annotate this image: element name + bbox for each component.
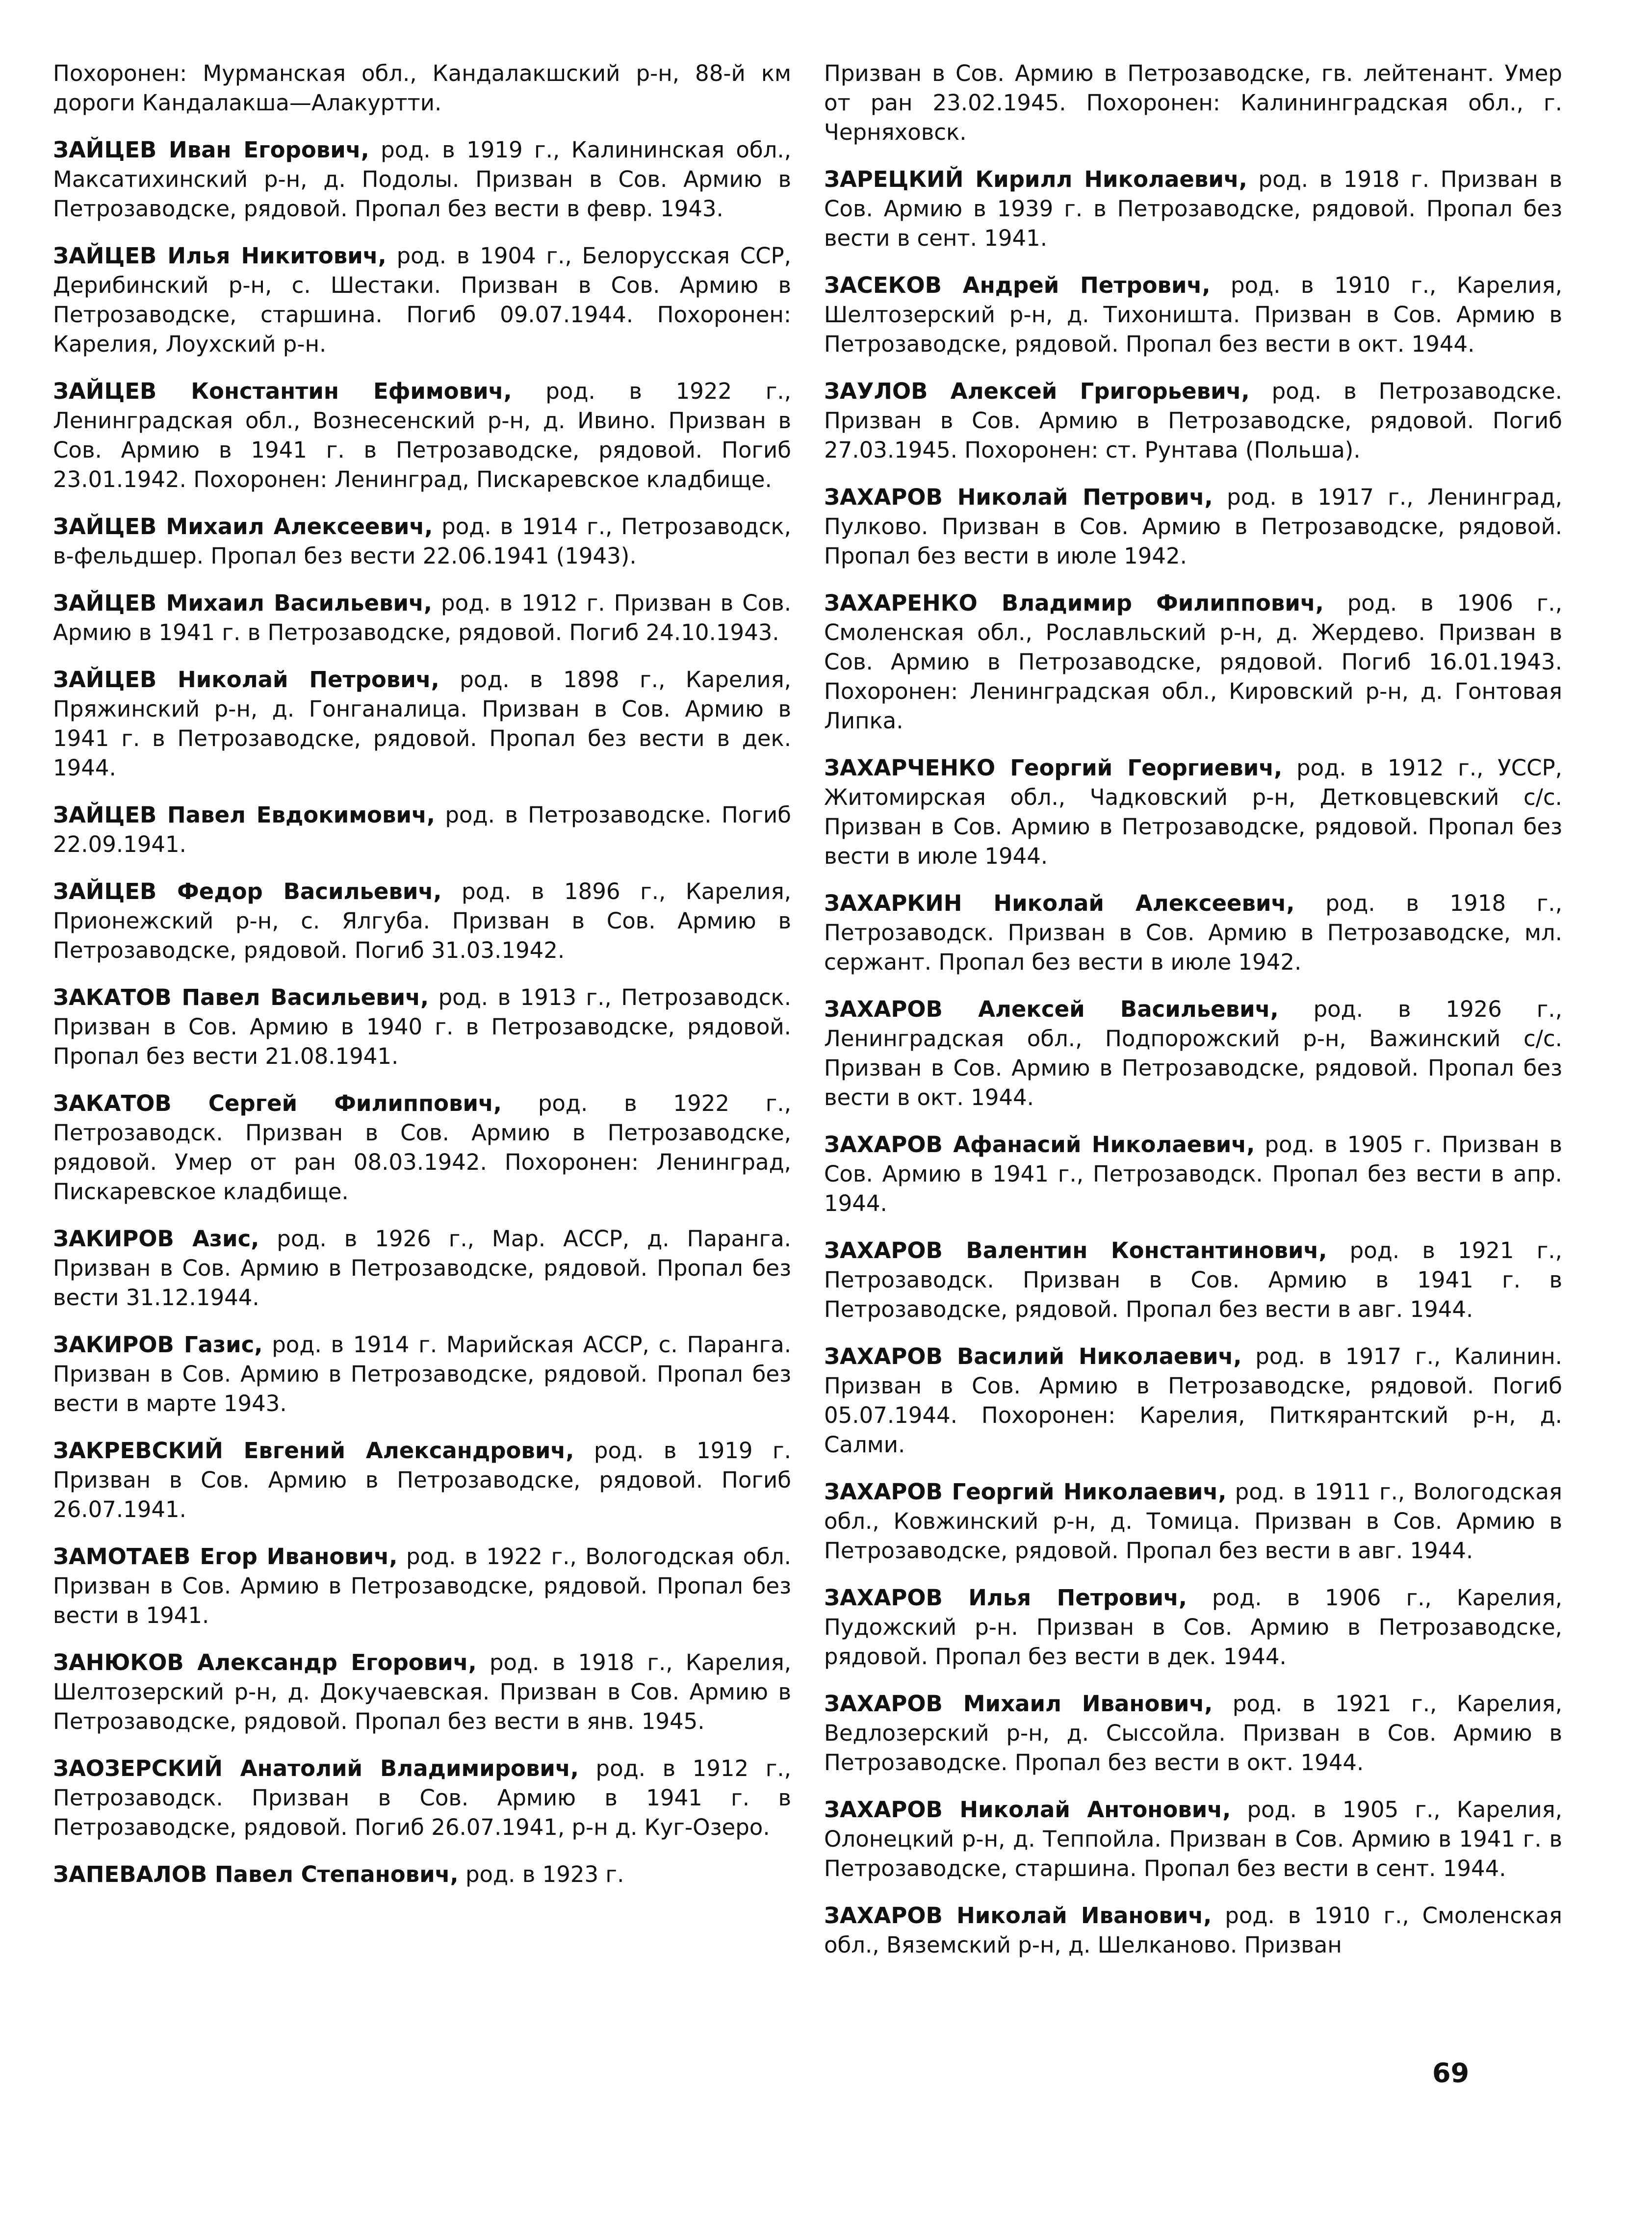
entry-text: род. в 1921 г., Петрозаводск. Призван в Сов. Армию в 1941 г. в Петрозаводске, рядовой. Пропал без вести в авг. 1944. [824, 1237, 1562, 1322]
entry-text: род. в 1912 г., Петрозаводск. Призван в Сов. Армию в 1941 г. в Петрозаводске, рядовой. Погиб 26.07.1941, р-н д. Куг-Озеро. [53, 1755, 791, 1840]
entry-name: ЗАРЕЦКИЙ Кирилл Николаевич, [824, 166, 1247, 192]
entry-paragraph [824, 1583, 1562, 1672]
entry-text: род. в 1919 г. Призван в Сов. Армию в Петрозаводске, рядовой. Погиб 26.07.1941. [53, 1438, 791, 1522]
entry-paragraph [824, 753, 1562, 871]
entry-text: род. в 1922 г., Вологодская обл. Призван в Сов. Армию в Петрозаводске, рядовой. Пропал без вести в 1941. [53, 1544, 791, 1628]
entry-name: ЗАХАРОВ Михаил Иванович, [824, 1691, 1213, 1717]
entry-text: род. в 1910 г., Карелия, Шелтозерский р-н, д. Тихоништа. Призван в Сов. Армию в Петрозаводске, рядовой. Пропал без вести в окт. 1944. [824, 272, 1563, 357]
entry-name: ЗАПЕВАЛОВ Павел Степанович, [53, 1861, 459, 1887]
entry-name: ЗАКРЕВСКИЙ Евгений Александрович, [53, 1438, 574, 1464]
entry-paragraph [53, 1330, 791, 1418]
entry-name: ЗАХАРКИН Николай Алексеевич, [824, 890, 1295, 916]
entry-paragraph [53, 512, 791, 571]
entry-name: ЗАХАРОВ Алексей Васильевич, [824, 996, 1279, 1022]
entry-name: ЗАХАРОВ Николай Петрович, [824, 484, 1213, 510]
entry-paragraph [824, 889, 1562, 977]
entry-name: ЗАКИРОВ Газис, [53, 1332, 263, 1358]
entry-name: ЗАМОТАЕВ Егор Иванович, [53, 1544, 398, 1570]
entry-paragraph [824, 1795, 1562, 1883]
entry-text: род. в 1922 г., Ленинградская обл., Вознесенский р-н, д. Ивино. Призван в Сов. Армию в 1941 г. в Петрозаводске, рядовой. Погиб 23.01.1942. Похоронен: Ленинград, Пискаревское кладбище. [53, 378, 791, 492]
entry-name: ЗАЙЦЕВ Михаил Алексеевич, [53, 514, 433, 540]
entry-name: ЗАЙЦЕВ Константин Ефимович, [53, 378, 512, 404]
entry-text: род. в 1905 г. Призван в Сов. Армию в 1941 г., Петрозаводск. Пропал без вести в апр. 1944. [824, 1132, 1562, 1216]
entry-name: ЗАЙЦЕВ Федор Васильевич, [53, 878, 442, 904]
entry-paragraph [53, 135, 791, 224]
entry-name: ЗАХАРОВ Николай Иванович, [824, 1903, 1212, 1929]
entry-name: ЗАЙЦЕВ Иван Егорович, [53, 137, 369, 163]
entry-paragraph [53, 1860, 791, 1889]
entry-text: род. в Петрозаводске. Погиб 22.09.1941. [53, 802, 791, 857]
entry-text: род. в 1906 г., Смоленская обл., Рославльский р-н, д. Жердево. Призван в Сов. Армию в Петрозаводске, рядовой. Погиб 16.01.1943. Похоронен: Ленинградская обл., Кировский р-н, д. Гонтовая Липка. [824, 590, 1562, 734]
entry-text: род. в 1912 г. Призван в Сов. Армию в 1941 г. в Петрозаводске, рядовой. Погиб 24.10.1943. [53, 590, 791, 645]
entry-name: ЗАХАРОВ Василий Николаевич, [824, 1343, 1242, 1369]
entry-paragraph [53, 665, 791, 783]
entry-paragraph [53, 877, 791, 965]
entry-paragraph [824, 377, 1562, 465]
entry-text: род. в 1906 г., Карелия, Пудожский р-н. Призван в Сов. Армию в Петрозаводске, рядовой. Пропал без вести в дек. 1944. [824, 1585, 1563, 1670]
entry-text: род. в 1918 г. Призван в Сов. Армию в 1939 г. в Петрозаводске, рядовой. Пропал без вести в сент. 1941. [824, 166, 1562, 251]
entry-text: род. в 1919 г., Калининская обл., Максатихинский р-н, д. Подолы. Призван в Сов. Армию в Петрозаводске, рядовой. Пропал без вести в февр. 1943. [53, 137, 791, 222]
entry-paragraph [824, 1901, 1562, 1960]
entry-paragraph [824, 271, 1562, 359]
entry-name: ЗАХАРОВ Георгий Николаевич, [824, 1479, 1227, 1505]
entry-paragraph [824, 1689, 1562, 1777]
entry-paragraph [53, 1089, 791, 1207]
entry-text: род. в 1914 г. Марийская АССР, с. Паранга. Призван в Сов. Армию в Петрозаводске, рядовой. Пропал без вести в марте 1943. [53, 1332, 791, 1416]
entry-paragraph [53, 800, 791, 859]
entry-text: Призван в Сов. Армию в Петрозаводске, гв. лейтенант. Умер от ран 23.02.1945. Похоронен: Калининградская обл., г. Черняховск. [824, 60, 1562, 145]
entry-text: род. в 1926 г., Ленинградская обл., Подпорожский р-н, Важинский с/с. Призван в Сов. Армию в Петрозаводске, рядовой. Пропал без вести в окт. 1944. [824, 996, 1562, 1110]
entry-name: ЗАКИРОВ Азис, [53, 1226, 259, 1252]
entry-paragraph [53, 589, 791, 647]
entry-paragraph [824, 1130, 1562, 1218]
entry-name: ЗАЙЦЕВ Михаил Васильевич, [53, 590, 432, 616]
entry-name: ЗАКАТОВ Павел Васильевич, [53, 984, 429, 1010]
entry-paragraph [824, 1477, 1562, 1566]
entry-text: род. в 1913 г., Петрозаводск. Призван в Сов. Армию в 1940 г. в Петрозаводске, рядовой. Пропал без вести 21.08.1941. [53, 984, 791, 1069]
entry-name: ЗАКАТОВ Сергей Филиппович, [53, 1090, 502, 1116]
page-number: 69 [1432, 2058, 1470, 2088]
entry-text: род. в 1904 г., Белорусская ССР, Дерибинский р-н, с. Шестаки. Призван в Сов. Армию в Петрозаводске, старшина. Погиб 09.07.1944. Похоронен: Карелия, Лоухский р-н. [53, 243, 791, 357]
entry-name: ЗАЙЦЕВ Николай Петрович, [53, 667, 439, 693]
entry-text: род. в 1918 г., Карелия, Шелтозерский р-н, д. Докучаевская. Призван в Сов. Армию в Петрозаводске, рядовой. Пропал без вести в янв. 1945. [53, 1649, 791, 1734]
entry-paragraph [824, 165, 1562, 253]
entry-name: ЗАХАРОВ Илья Петрович, [824, 1585, 1187, 1611]
entry-paragraph [824, 483, 1562, 571]
entry-text: род. в 1917 г., Ленинград, Пулково. Призван в Сов. Армию в Петрозаводске, рядовой. Пропал без вести в июле 1942. [824, 484, 1563, 569]
entry-name: ЗАХАРОВ Николай Антонович, [824, 1797, 1231, 1823]
entry-paragraph [53, 59, 791, 118]
entry-text: род. в 1910 г., Смоленская обл., Вяземский р-н, д. Шелканово. Призван [824, 1903, 1563, 1958]
entry-paragraph [824, 59, 1562, 147]
entry-paragraph [53, 1648, 791, 1736]
left-column [53, 59, 791, 1889]
entry-name: ЗАЙЦЕВ Илья Никитович, [53, 243, 387, 269]
entry-text: род. в 1917 г., Калинин. Призван в Сов. Армию в Петрозаводске, рядовой. Погиб 05.07.1944. Похоронен: Карелия, Питкярантский р-н, д. Салми. [824, 1343, 1562, 1458]
entry-name: ЗАУЛОВ Алексей Григорьевич, [824, 378, 1250, 404]
entry-paragraph [53, 983, 791, 1071]
entry-paragraph [53, 1542, 791, 1630]
entry-text: род. в 1922 г., Петрозаводск. Призван в Сов. Армию в Петрозаводске, рядовой. Умер от ран 08.03.1942. Похоронен: Ленинград, Пискаревское кладбище. [53, 1090, 791, 1205]
entry-text: род. в 1898 г., Карелия, Пряжинский р-н, д. Гонганалица. Призван в Сов. Армию в 1941 г. в Петрозаводске, рядовой. Пропал без вести в дек. 1944. [53, 667, 791, 781]
entry-paragraph [53, 1436, 791, 1524]
entry-text: род. в 1912 г., УССР, Житомирская обл., Чадковский р-н, Детковцевский с/с. Призван в Сов. Армию в Петрозаводске, рядовой. Пропал без вести в июле 1944. [824, 755, 1562, 869]
entry-paragraph [824, 589, 1562, 736]
entry-name: ЗАХАРОВ Валентин Константинович, [824, 1237, 1327, 1263]
entry-name: ЗАНЮКОВ Александр Егорович, [53, 1649, 477, 1675]
entry-text: род. в Петрозаводске. Призван в Сов. Армию в Петрозаводске, рядовой. Погиб 27.03.1945. Похоронен: ст. Рунтава (Польша). [824, 378, 1562, 463]
entry-paragraph [824, 995, 1562, 1112]
entry-name: ЗАХАРОВ Афанасий Николаевич, [824, 1132, 1255, 1158]
entry-paragraph [824, 1342, 1562, 1460]
entry-name: ЗАСЕКОВ Андрей Петрович, [824, 272, 1211, 298]
entry-text: род. в 1926 г., Мар. АССР, д. Паранга. Призван в Сов. Армию в Петрозаводске, рядовой. Пропал без вести 31.12.1944. [53, 1226, 791, 1311]
entry-text: род. в 1905 г., Карелия, Олонецкий р-н, д. Теппойла. Призван в Сов. Армию в 1941 г. в Петрозаводске, старшина. Пропал без вести в сент. 1944. [824, 1797, 1562, 1881]
entry-text: род. в 1911 г., Вологодская обл., Ковжинский р-н, д. Томица. Призван в Сов. Армию в Петрозаводске, рядовой. Пропал без вести в авг. 1944. [824, 1479, 1562, 1564]
entry-paragraph [53, 1754, 791, 1842]
entry-text: род. в 1914 г., Петрозаводск, в-фельдшер. Пропал без вести 22.06.1941 (1943). [53, 514, 791, 569]
entry-name: ЗАОЗЕРСКИЙ Анатолий Владимирович, [53, 1755, 579, 1781]
entry-paragraph [824, 1236, 1562, 1324]
entry-paragraph [53, 1224, 791, 1312]
entry-name: ЗАЙЦЕВ Павел Евдокимович, [53, 802, 435, 828]
entry-name: ЗАХАРЕНКО Владимир Филиппович, [824, 590, 1324, 616]
entry-text: Похоронен: Мурманская обл., Кандалакшский р-н, 88-й км дороги Кандалакша—Алакуртти. [53, 60, 791, 116]
entry-text: род. в 1921 г., Карелия, Ведлозерский р-н, д. Сыссойла. Призван в Сов. Армию в Петрозаводске. Пропал без вести в окт. 1944. [824, 1691, 1563, 1776]
entry-name: ЗАХАРЧЕНКО Георгий Георгиевич, [824, 755, 1283, 781]
entry-paragraph [53, 377, 791, 494]
entry-text: род. в 1896 г., Карелия, Прионежский р-н, с. Ялгуба. Призван в Сов. Армию в Петрозаводске, рядовой. Погиб 31.03.1942. [53, 878, 792, 963]
right-column [824, 59, 1562, 1960]
entry-paragraph [53, 241, 791, 359]
entry-text: род. в 1918 г., Петрозаводск. Призван в Сов. Армию в Петрозаводске, мл. сержант. Пропал без вести в июле 1942. [824, 890, 1562, 975]
entry-text: род. в 1923 г. [458, 1861, 624, 1887]
